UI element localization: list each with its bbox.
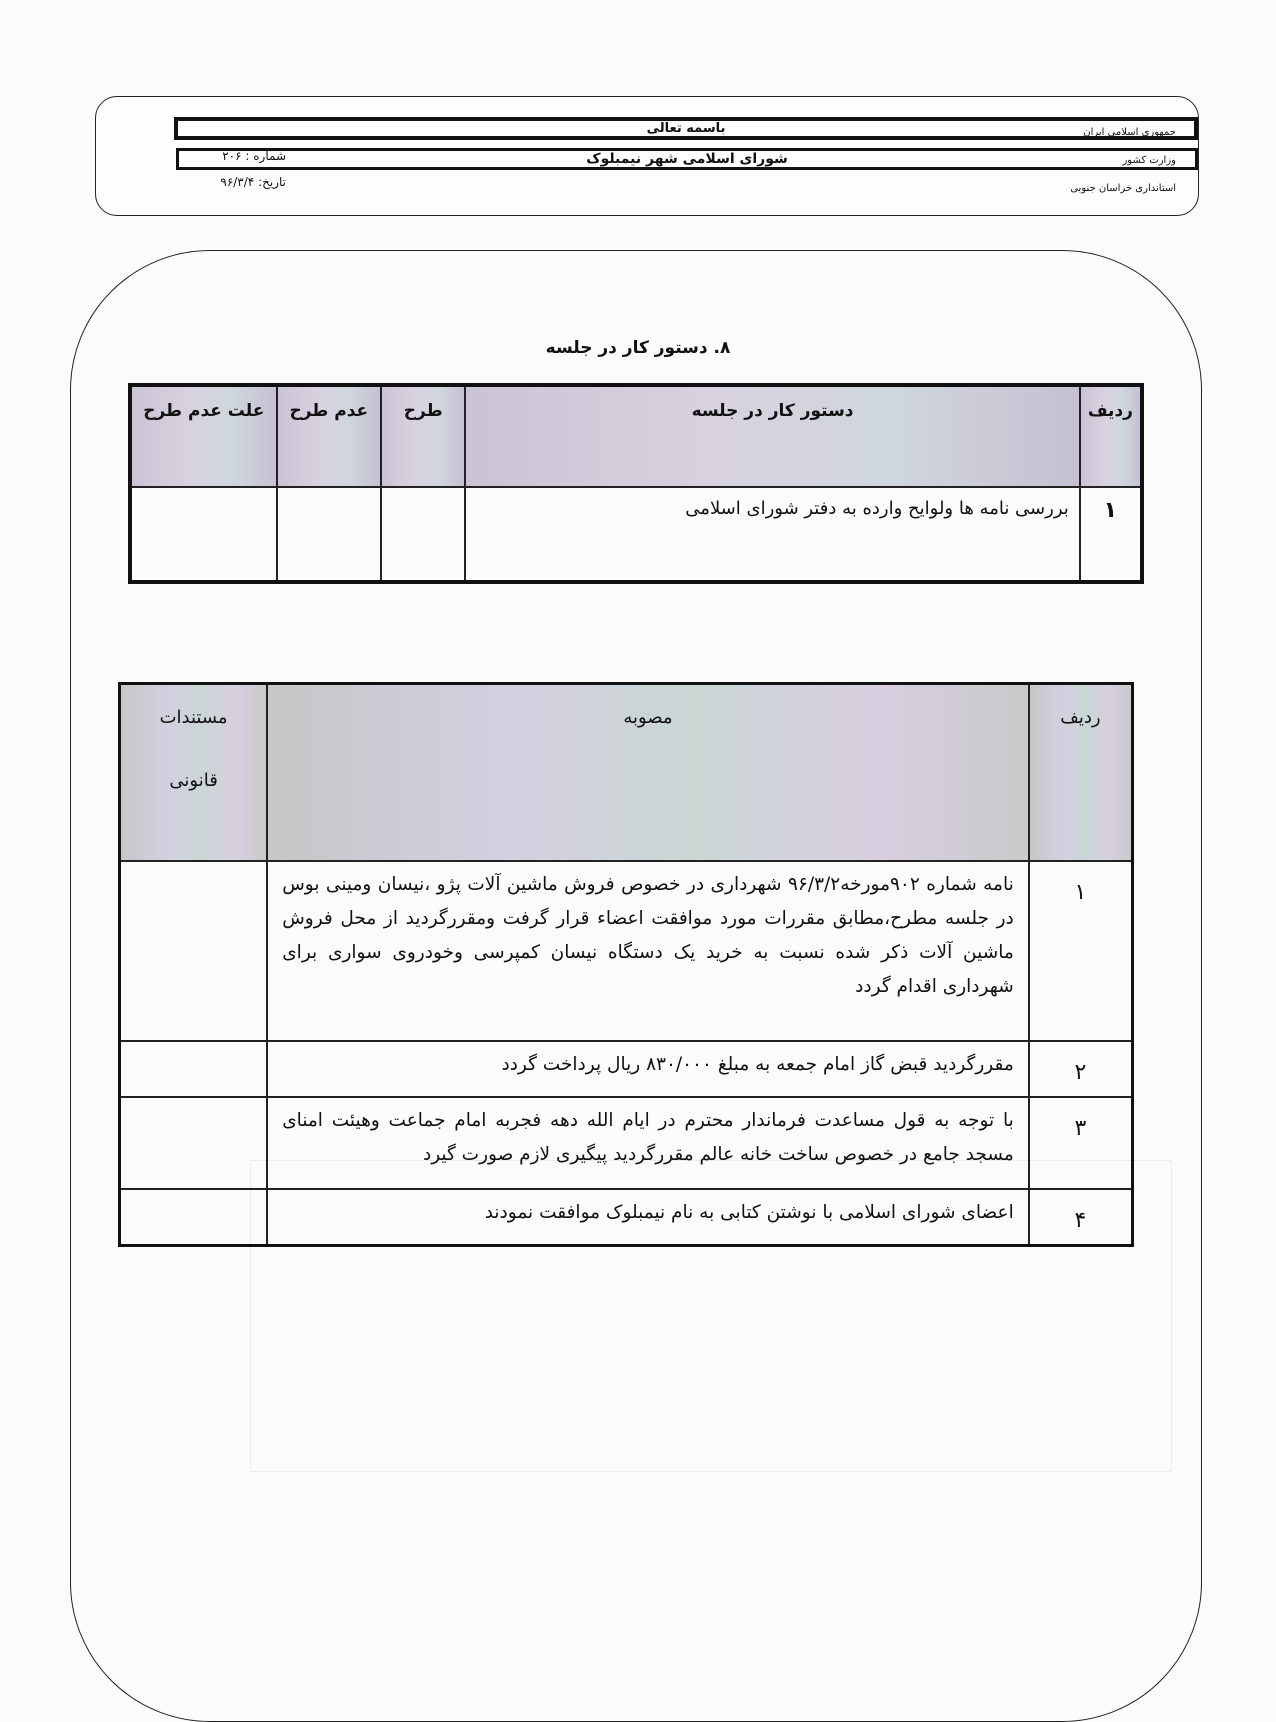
col-row-number: ردیف <box>1029 684 1133 862</box>
col-planned: طرح <box>381 385 465 487</box>
letter-number <box>126 143 286 169</box>
agenda-item-text: بررسی نامه ها ولوایح وارده به دفتر شورای اسلامی <box>465 487 1079 582</box>
legal-docs-line-1: مستندات <box>159 707 228 728</box>
col-not-planned: عدم طرح <box>277 385 381 487</box>
agenda-table <box>128 383 1144 584</box>
resolutions-header-row <box>120 684 1133 862</box>
resolution-text: نامه شماره ۹۰۲مورخه۹۶/۳/۲ شهرداری در خصوص فروش ماشین آلات پژو ،نیسان ومینی بوس در جلسه مطرح،مطابق مقررات مورد موافقت اعضاء قرار گرفت ومقررگردید از محل فروش ماشین آلات ذکر شده نسبت به خرید یک دستگاه نیسان کمپرسی وخودروی سواری برای شهرداری اقدام گردد <box>267 861 1029 1041</box>
row-number: ۱ <box>1080 487 1142 582</box>
legal-docs-cell <box>120 1189 268 1246</box>
agenda-header-row <box>130 385 1142 487</box>
issuer-line-2: وزارت کشور <box>1122 155 1176 166</box>
resolution-text: مقررگردید قبض گاز امام جمعه به مبلغ ۸۳۰/۰۰۰ ریال پرداخت گردد <box>267 1041 1029 1097</box>
planned-cell <box>381 487 465 582</box>
legal-docs-cell <box>120 861 268 1041</box>
legal-docs-line-2: قانونی <box>169 770 218 791</box>
table-row <box>120 1041 1133 1097</box>
legal-docs-cell <box>120 1041 268 1097</box>
col-row-number: ردیف <box>1080 385 1142 487</box>
issuer-line-3: استانداری خراسان جنوبی <box>1070 183 1176 194</box>
table-row <box>130 487 1142 582</box>
date-label: تاریخ: <box>258 175 286 189</box>
row-number: ۱ <box>1029 861 1133 1041</box>
date-value: ۹۶/۳/۴ <box>220 175 255 189</box>
reference-block <box>126 143 286 195</box>
letter-date <box>126 169 286 195</box>
not-planned-cell <box>277 487 381 582</box>
resolutions-table <box>118 682 1134 1247</box>
col-reason: علت عدم طرح <box>130 385 277 487</box>
resolution-text: اعضای شورای اسلامی با نوشتن کتابی به نام نیمبلوک موافقت نمودند <box>267 1189 1029 1246</box>
number-value: ۲۰۶ <box>222 149 242 163</box>
legal-docs-cell <box>120 1097 268 1189</box>
resolution-text: با توجه به قول مساعدت فرماندار محترم در ایام الله دهه فجربه امام جماعت وهیئت امنای مسجد جامع در خصوص ساخت خانه عالم مقررگردید پیگیری لازم صورت گیرد <box>267 1097 1029 1189</box>
table-row <box>120 861 1133 1041</box>
reason-cell <box>130 487 277 582</box>
number-label: شماره : <box>245 149 286 163</box>
table-row <box>120 1189 1133 1246</box>
council-name: شورای اسلامی شهر نیمبلوک <box>176 148 1198 170</box>
col-resolution: مصوبه <box>267 684 1029 862</box>
issuer-line-1: جمهوری اسلامی ایران <box>1083 127 1176 138</box>
agenda-section-title: ۸. دستور کار در جلسه <box>545 338 731 358</box>
row-number: ۲ <box>1029 1041 1133 1097</box>
bismillah-text: باسمه تعالی <box>174 117 1198 140</box>
col-agenda-item: دستور کار در جلسه <box>465 385 1079 487</box>
table-row <box>120 1097 1133 1189</box>
letterhead <box>95 96 1199 216</box>
row-number: ۴ <box>1029 1189 1133 1246</box>
col-legal-docs <box>120 684 268 862</box>
row-number: ۳ <box>1029 1097 1133 1189</box>
